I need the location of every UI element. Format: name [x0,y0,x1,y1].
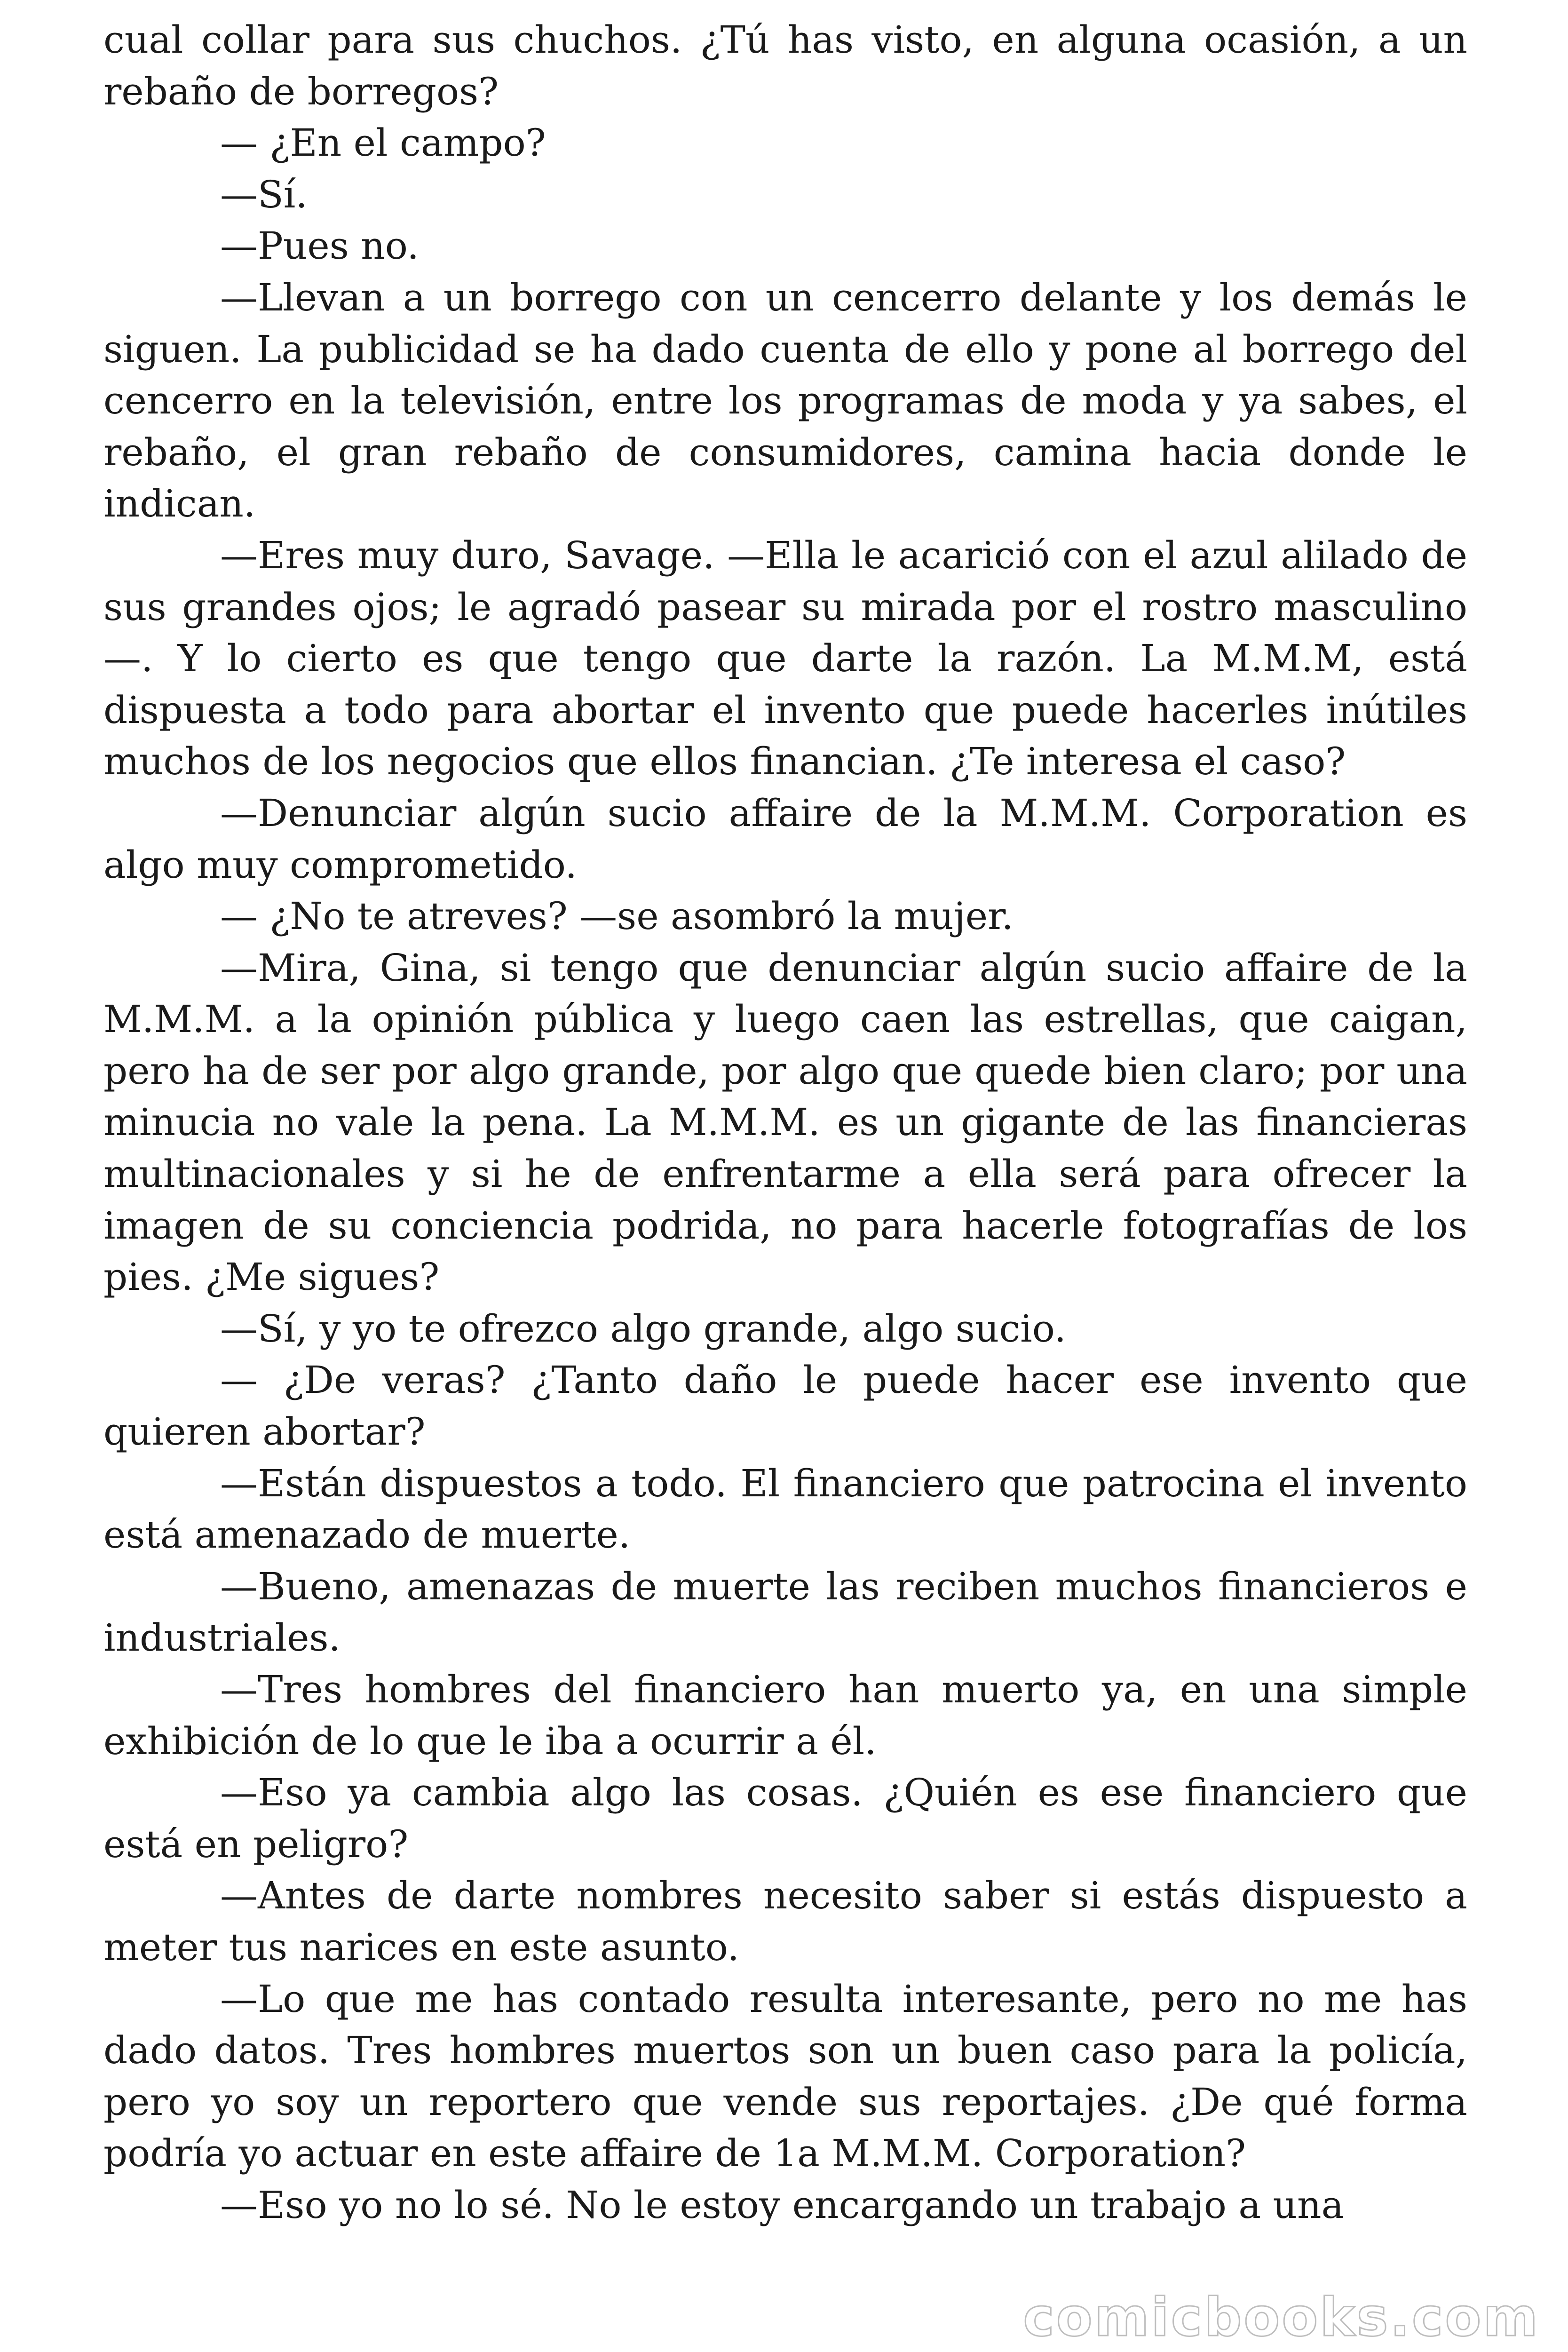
paragraph: —Están dispuestos a todo. El financiero que patrocina el invento está amenazado de muerte. [103,1461,1467,1557]
paragraph: — ¿De veras? ¿Tanto daño le puede hacer ese invento que quieren abortar? [103,1358,1467,1454]
paragraph: —Mira, Gina, si tengo que denunciar algún sucio affaire de la M.M.M. a la opinión pública y luego caen las estrellas, que caigan, pero ha de ser por algo grande, por algo que quede bien claro; por una minucia no vale la pena. La M.M.M. es un gigante de las financieras multinacionales y si he de enfrentarme a ella será para ofrecer la imagen de su conciencia podrida, no para hacerle fotografías de los pies. ¿Me sigues? [103,946,1467,1299]
book-page [103,14,1467,2231]
paragraph: —Lo que me has contado resulta interesante, pero no me has dado datos. Tres hombres muertos son un buen caso para la policía, pero yo soy un reportero que vende sus reportajes. ¿De qué forma podría yo actuar en este affaire de 1a M.M.M. Corporation? [103,1977,1467,2176]
paragraph: —Denunciar algún sucio affaire de la M.M.M. Corporation es algo muy comprometido. [103,791,1467,887]
paragraph: — ¿No te atreves? —se asombró la mujer. [220,894,1014,938]
paragraph: —Sí, y yo te ofrezco algo grande, algo sucio. [220,1306,1066,1351]
paragraph: —Sí. [220,172,308,216]
paragraph-continuation: cual collar para sus chuchos. ¿Tú has visto, en alguna ocasión, a un rebaño de borregos? [103,18,1467,113]
paragraph: —Pues no. [220,224,419,268]
watermark: comicbooks.com [1023,2287,1540,2348]
paragraph: —Antes de darte nombres necesito saber si estás dispuesto a meter tus narices en este asunto. [103,1874,1467,1969]
paragraph: —Eres muy duro, Savage. —Ella le acarició con el azul alilado de sus grandes ojos; le agradó pasear su mirada por el rostro masculino—. Y lo cierto es que tengo que darte la razón. La M.M.M, está dispuesta a todo para abortar el invento que puede hacerles inútiles muchos de los negocios que ellos financian. ¿Te interesa el caso? [103,533,1467,784]
paragraph: —Tres hombres del financiero han muerto ya, en una simple exhibición de lo que le iba a ocurrir a él. [103,1668,1467,1763]
paragraph-cut-off: —Eso yo no lo sé. No le estoy encargando un trabajo a una [220,2183,1344,2227]
paragraph: —Llevan a un borrego con un cencerro delante y los demás le siguen. La publicidad se ha dado cuenta de ello y pone al borrego del cencerro en la televisión, entre los programas de moda y ya sabes, el rebaño, el gran rebaño de consumidores, camina hacia donde le indican. [103,275,1467,526]
paragraph: —Eso ya cambia algo las cosas. ¿Quién es ese financiero que está en peligro? [103,1771,1467,1866]
paragraph: —Bueno, amenazas de muerte las reciben muchos financieros e industriales. [103,1564,1467,1660]
paragraph: — ¿En el campo? [220,121,546,165]
